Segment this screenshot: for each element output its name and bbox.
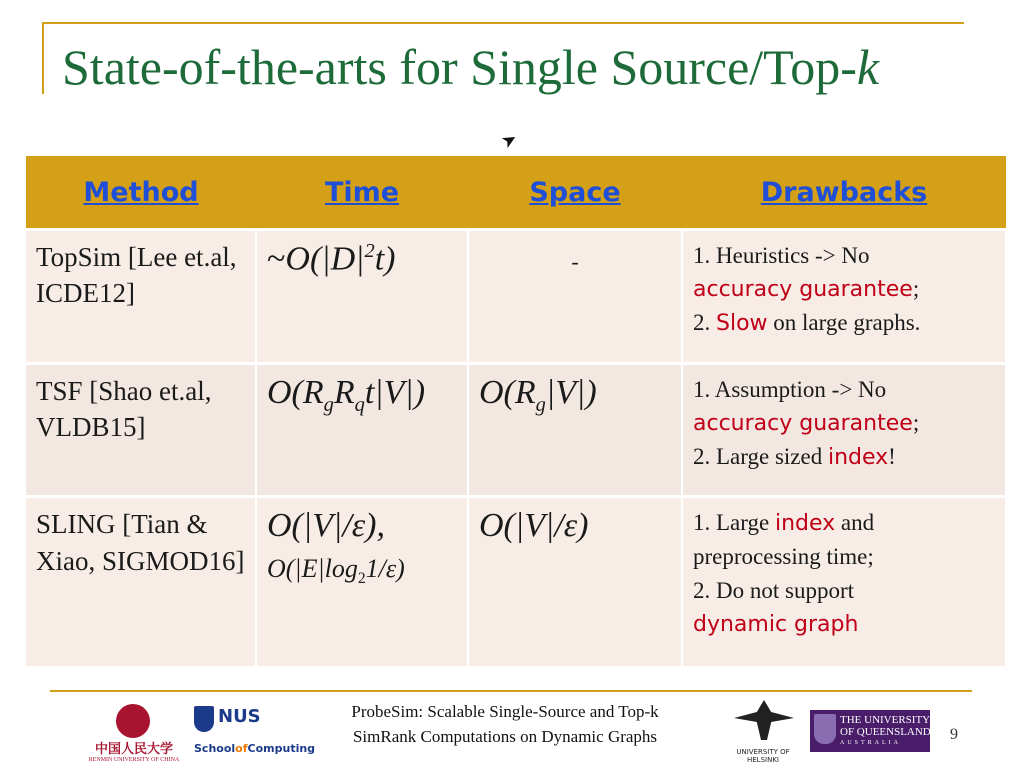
comparison-table — [26, 156, 1007, 666]
time-cell: $O(R_gR_qt|V|)$ — [256, 363, 468, 497]
method-cell: SLING [Tian & Xiao, SIGMOD16] — [26, 497, 256, 666]
uq-logo: THE UNIVERSITY OF QUEENSLAND AUSTRALIA — [810, 710, 930, 752]
drawbacks-cell: 1. Assumption -> No accuracy guarantee; 2. Large sized index! — [682, 363, 1006, 497]
method-cell: TopSim [Lee et.al, ICDE12] — [26, 230, 256, 364]
slide-title: State-of-the-arts for Single Source/Top-k — [62, 39, 880, 95]
header-drawbacks: Drawbacks — [682, 156, 1006, 230]
header-method: Method — [26, 156, 256, 230]
table-header-row — [26, 156, 1006, 230]
drawbacks-cell: 1. Large index and preprocessing time; 2. Do not support dynamic graph — [682, 497, 1006, 666]
nus-logo: NUS SchoolofComputing — [194, 706, 316, 755]
header-time: Time — [256, 156, 468, 230]
side-rule — [42, 22, 44, 94]
footer-caption: ProbeSim: Scalable Single-Source and Top-k SimRank Computations on Dynamic Graphs — [351, 702, 659, 746]
uq-crest-icon — [814, 714, 836, 744]
mouse-cursor-icon: ➤ — [497, 127, 521, 153]
top-rule — [42, 22, 964, 24]
drawbacks-cell: 1. Heuristics -> No accuracy guarantee; 2. Slow on large graphs. — [682, 230, 1006, 364]
table-row — [26, 363, 1006, 497]
space-cell: - — [468, 230, 682, 364]
table-row — [26, 230, 1006, 364]
header-space: Space — [468, 156, 682, 230]
page-number: 9 — [950, 726, 958, 743]
time-cell: $\sim O(|D|^2t)$ — [256, 230, 468, 364]
nus-crest-icon — [194, 706, 214, 732]
helsinki-logo: UNIVERSITY OF HELSINKI — [720, 700, 806, 764]
bottom-rule — [50, 690, 972, 692]
ruc-emblem-icon — [116, 704, 150, 738]
space-cell: $O(R_g|V|)$ — [468, 363, 682, 497]
helsinki-mark-icon — [734, 700, 794, 740]
ruc-logo: 中国人民大学 RENMIN UNIVERSITY OF CHINA — [84, 704, 184, 762]
space-cell: O(|V|/ε) — [468, 497, 682, 666]
time-cell: O(|V|/ε), $O(|E|\log_21/\varepsilon)$ — [256, 497, 468, 666]
method-cell: TSF [Shao et.al, VLDB15] — [26, 363, 256, 497]
table-row — [26, 497, 1006, 666]
